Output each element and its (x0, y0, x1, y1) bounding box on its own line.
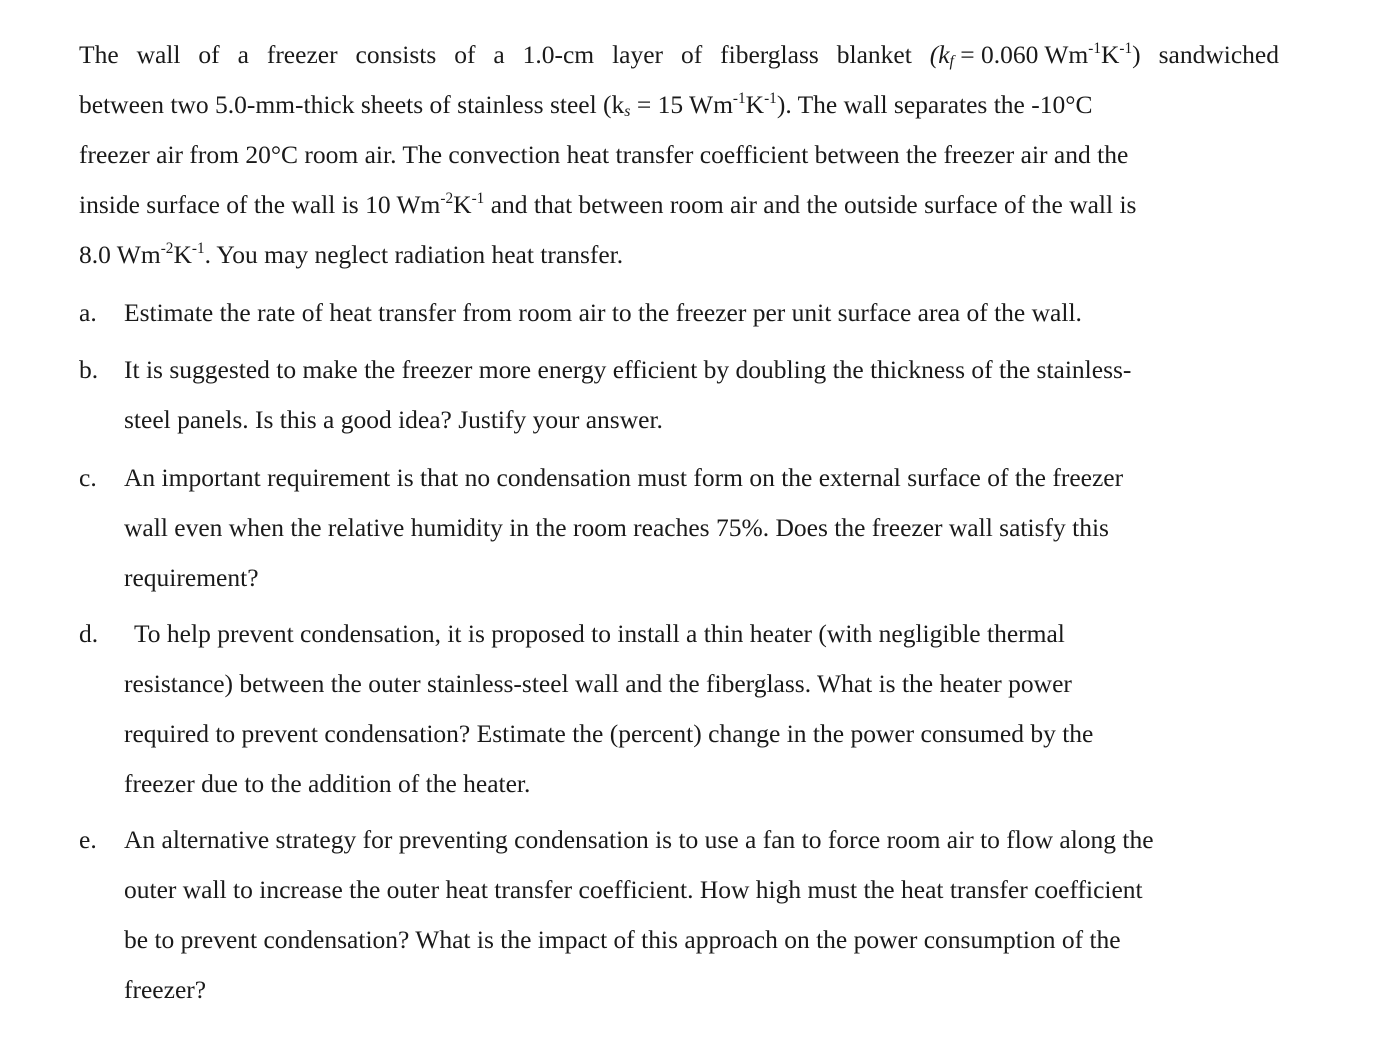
intro-line-3: freezer air from 20°C room air. The convection heat transfer coefficient between the freezer air and the (79, 140, 1129, 169)
question-label: a. (79, 298, 97, 327)
question-label: c. (79, 463, 97, 492)
question-line: An alternative strategy for preventing condensation is to use a fan to force room air to flow along the (124, 825, 1154, 854)
question-line: It is suggested to make the freezer more energy efficient by doubling the thickness of the stainless- (124, 355, 1132, 384)
question-e (79, 815, 1279, 1015)
problem-statement (79, 30, 1279, 280)
question-c (79, 453, 1279, 603)
question-a (79, 288, 1279, 338)
question-line: An important requirement is that no condensation must form on the external surface of the freezer (124, 463, 1124, 492)
question-line: be to prevent condensation? What is the impact of this approach on the power consumption of the (124, 925, 1121, 954)
question-line: requirement? (124, 563, 259, 592)
question-line: freezer due to the addition of the heater. (124, 769, 531, 798)
intro-line-2: between two 5.0-mm-thick sheets of stainless steel ($k_s = 15$ $Wm^{-1}K^{-1}$). The wall separates the -10°C (79, 90, 1093, 121)
question-b (79, 345, 1279, 445)
question-label: b. (79, 355, 99, 384)
question-line: outer wall to increase the outer heat transfer coefficient. How high must the heat transfer coefficient (124, 875, 1143, 904)
question-label: d. (79, 619, 99, 648)
question-label: e. (79, 825, 97, 854)
fiberglass-conductivity: ($k_f = 0.060$ $Wm^{-1}K^{-1}$) (929, 40, 1141, 71)
question-line: To help prevent condensation, it is proposed to install a thin heater (with negligible thermal (134, 619, 1065, 648)
question-line: Estimate the rate of heat transfer from room air to the freezer per unit surface area of the wall. (124, 298, 1082, 327)
question-d (79, 609, 1279, 809)
question-line: steel panels. Is this a good idea? Justify your answer. (124, 405, 663, 434)
question-line: freezer? (124, 975, 207, 1004)
question-line: wall even when the relative humidity in the room reaches 75%. Does the freezer wall satisfy this (124, 513, 1109, 542)
intro-line-1: The wall of a freezer consists of a 1.0-cm layer of fiberglass blanket ($k_f = 0.060$ $Wm^{-1}K^{-1}$) sandwiched (79, 30, 1279, 80)
intro-line-5: 8.0 $Wm^{-2}K^{-1}$. You may neglect radiation heat transfer. (79, 240, 624, 269)
question-line: resistance) between the outer stainless-steel wall and the fiberglass. What is the heater power (124, 669, 1072, 698)
question-line: required to prevent condensation? Estimate the (percent) change in the power consumed by the (124, 719, 1094, 748)
intro-line-4: inside surface of the wall is 10 $Wm^{-2}K^{-1}$ and that between room air and the outside surface of the wall is (79, 190, 1137, 219)
